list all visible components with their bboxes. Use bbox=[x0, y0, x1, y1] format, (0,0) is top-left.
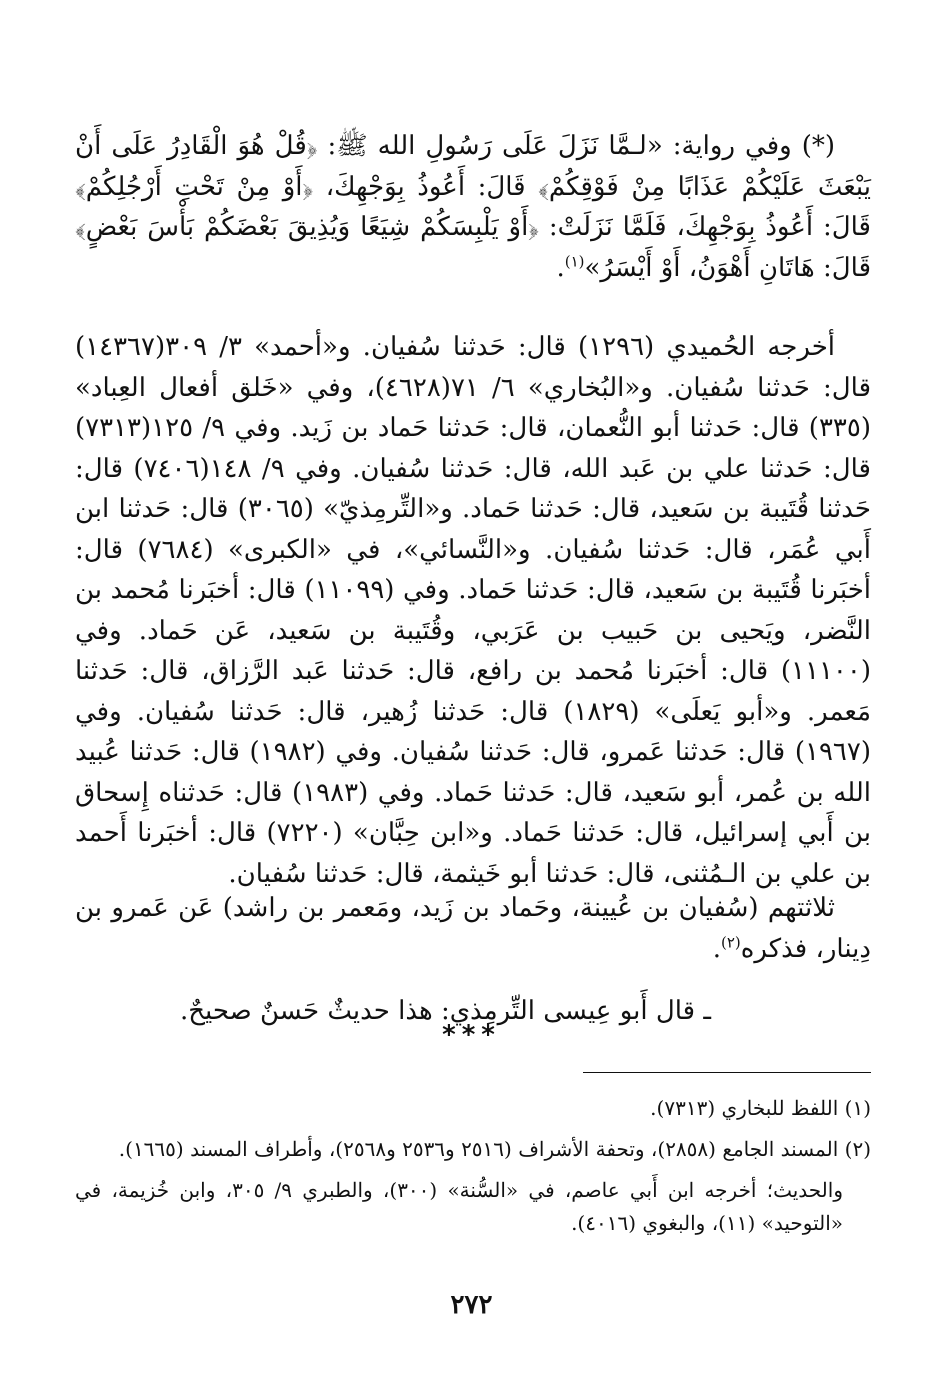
footnote-ref-2[interactable]: (٢) bbox=[721, 932, 741, 951]
tirmidhi-text: ـ قال أَبو عِيسى التِّرمِذي: هذا حديثٌ حَسنٌ صحيحٌ. bbox=[180, 996, 711, 1026]
footnote-1: (١) اللفظ للبخاري (٧٣١٣). bbox=[650, 1096, 871, 1120]
section-separator: *** bbox=[442, 1020, 501, 1050]
takhrij-paragraph bbox=[75, 301, 871, 920]
riwaya-end: . bbox=[556, 252, 565, 283]
riwaya-paragraph bbox=[75, 100, 871, 314]
thalathatuhum-text: ثلاثتهم (سُفيان بن عُيينة، وحَماد بن زَيد، ومَعمر بن راشد) عَن عَمرو بن دِينار، فذكره bbox=[75, 893, 871, 964]
riwaya-text: (*) وفي رواية: «لـمَّا نَزَلَ عَلَى رَسُولِ الله ﷺ: ﴿قُلْ هُوَ الْقَادِرُ عَلَى أَنْ يَبْعَثَ عَلَيْكُمْ عَذَابًا مِنْ فَوْقِكُمْ﴾ قَالَ: أَعُوذُ بِوَجْهِكَ، ﴿أَوْ مِنْ تَحْتِ أَرْجُلِكُمْ﴾ قَالَ: أَعُوذُ بِوَجْهِكَ، فَلَمَّا نَزَلَتْ: ﴿أَوْ يَلْبِسَكُمْ شِيَعًا وَيُذِيقَ بَعْضَكُمْ بَأْسَ بَعْضٍ﴾ قَالَ: هَاتَانِ أَهْوَنُ، أَوْ أَيْسَرُ» bbox=[75, 131, 871, 283]
takhrij-text: أخرجه الحُميدي (١٢٩٦) قال: حَدثنا سُفيان. و«أحمد» ٣/ ٣٠٩(١٤٣٦٧) قال: حَدثنا سُفيان. و«البُخاري» ٦/ ٧١(٤٦٢٨)، وفي «خَلق أفعال العِباد» (٣٣٥) قال: حَدثنا أبو النُّعمان، قال: حَدثنا حَماد بن زَيد. وفي ٩/ ١٢٥(٧٣١٣) قال: حَدثنا علي بن عَبد الله، قال: حَدثنا سُفيان. وفي ٩/ ١٤٨(٧٤٠٦) قال: حَدثنا قُتَيبة بن سَعيد، قال: حَدثنا حَماد. و«التِّرمِذيّ» (٣٠٦٥) قال: حَدثنا ابن أَبي عُمَر، قال: حَدثنا سُفيان. و«النَّسائي»، في «الكبرى» (٧٦٨٤) قال: أخبَرنا قُتَيبة بن سَعيد، قال: حَدثنا حَماد. وفي (١١٠٩٩) قال: أخبَرنا مُحمد بن النَّضر، ويَحيى بن حَبيب بن عَرَبي، وقُتَيبة بن سَعيد، عَن حَماد. وفي (١١١٠٠) قال: أخبَرنا مُحمد بن رافع، قال: حَدثنا عَبد الرَّزاق، قال: حَدثنا مَعمر. و«أبو يَعلَى» (١٨٢٩) قال: حَدثنا زُهير، قال: حَدثنا سُفيان. وفي (١٩٦٧) قال: حَدثنا عَمرو، قال: حَدثنا سُفيان. وفي (١٩٨٢) قال: حَدثنا عُبيد الله بن عُمر، أبو سَعيد، قال: حَدثنا حَماد. وفي (١٩٨٣) قال: حَدثناه إِسحاق بن أَبي إسرائيل، قال: حَدثنا حَماد. و«ابن حِبَّان» (٧٢٢٠) قال: أخبَرنا أَحمد بن علي بن الـمُثنى، قال: حَدثنا أبو خَيثمة، قال: حَدثنا سُفيان. bbox=[75, 332, 872, 889]
footnote-ref-1[interactable]: (١) bbox=[564, 251, 585, 270]
page-number: ٢٧٢ bbox=[450, 1290, 493, 1320]
footnote-rule bbox=[583, 1072, 871, 1073]
footnotes bbox=[75, 1092, 871, 1248]
thalathatuhum-end: . bbox=[712, 933, 721, 964]
footnote-2-continuation: والحديث؛ أخرجه ابن أَبي عاصم، في «السُّنة» (٣٠٠)، والطبري ٩/ ٣٠٥، وابن خُزيمة، في «التوحيد» (١١)، والبغوي (٤٠١٦). bbox=[75, 1178, 843, 1235]
footnote-2: (٢) المسند الجامع (٢٨٥٨)، وتحفة الأشراف (٢٥١٦ و٢٥٣٦ و٢٥٦٨)، وأطراف المسند (١٦٦٥). bbox=[118, 1137, 871, 1161]
